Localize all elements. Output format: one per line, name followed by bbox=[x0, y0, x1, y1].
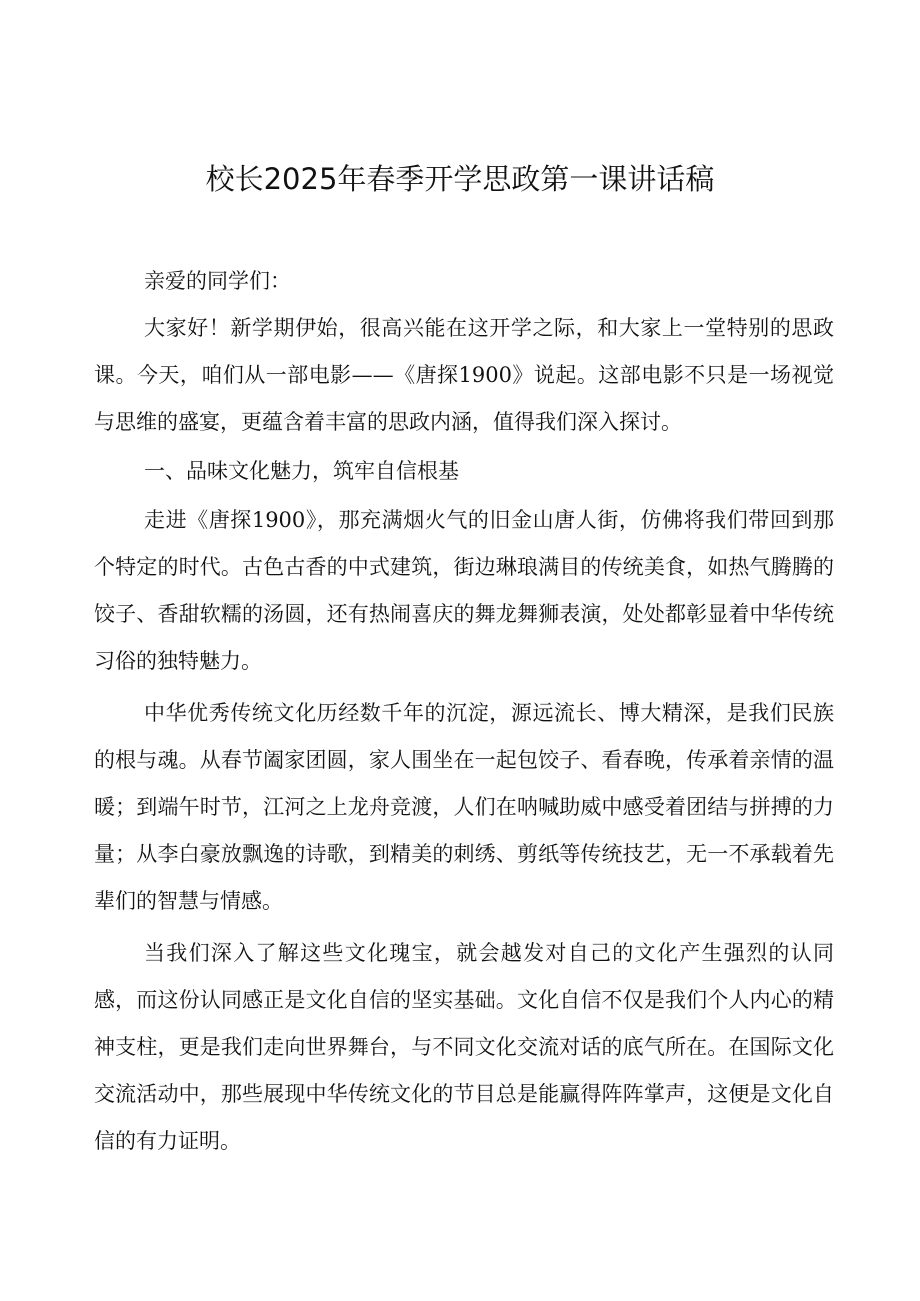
paragraph-tang-detective: 走进《唐探1900》，那充满烟火气的旧金山唐人街，仿佛将我们带回到那个特定的时代。古色古香的中式建筑，街边琳琅满目的传统美食，如热气腾腾的饺子、香甜软糯的汤圆，还有热闹喜庆的舞龙舞狮表演，处处都彰显着中华传统习俗的独特魅力。 bbox=[94, 508, 834, 673]
paragraph-intro: 大家好！新学期伊始，很高兴能在这开学之际，和大家上一堂特别的思政课。今天，咱们从一部电影——《唐探1900》说起。这部电影不只是一场视觉与思维的盛宴，更蕴含着丰富的思政内涵，值得我们深入探讨。 bbox=[94, 316, 834, 434]
section-heading: 一、品味文化魅力，筑牢自信根基 bbox=[144, 459, 459, 483]
paragraph-cultural-confidence: 当我们深入了解这些文化瑰宝，就会越发对自己的文化产生强烈的认同感，而这份认同感正是文化自信的坚实基础。文化自信不仅是我们个人内心的精神支柱，更是我们走向世界舞台，与不同文化交流对话的底气所在。在国际文化交流活动中，那些展现中华传统文化的节目总是能赢得阵阵掌声，这便是文化自信的有力证明。 bbox=[94, 941, 834, 1153]
greeting: 亲爱的同学们： bbox=[144, 269, 291, 293]
document-title: 校长2025年春季开学思政第一课讲话稿 bbox=[205, 162, 715, 196]
paragraph-traditional-culture: 中华优秀传统文化历经数千年的沉淀，源远流长、博大精深，是我们民族的根与魂。从春节阖家团圆，家人围坐在一起包饺子、看春晚，传承着亲情的温暖；到端午时节，江河之上龙舟竞渡，人们在呐喊助威中感受着团结与拼搏的力量；从李白豪放飘逸的诗歌，到精美的刺绣、剪纸等传统技艺，无一不承载着先辈们的智慧与情感。 bbox=[94, 701, 834, 913]
